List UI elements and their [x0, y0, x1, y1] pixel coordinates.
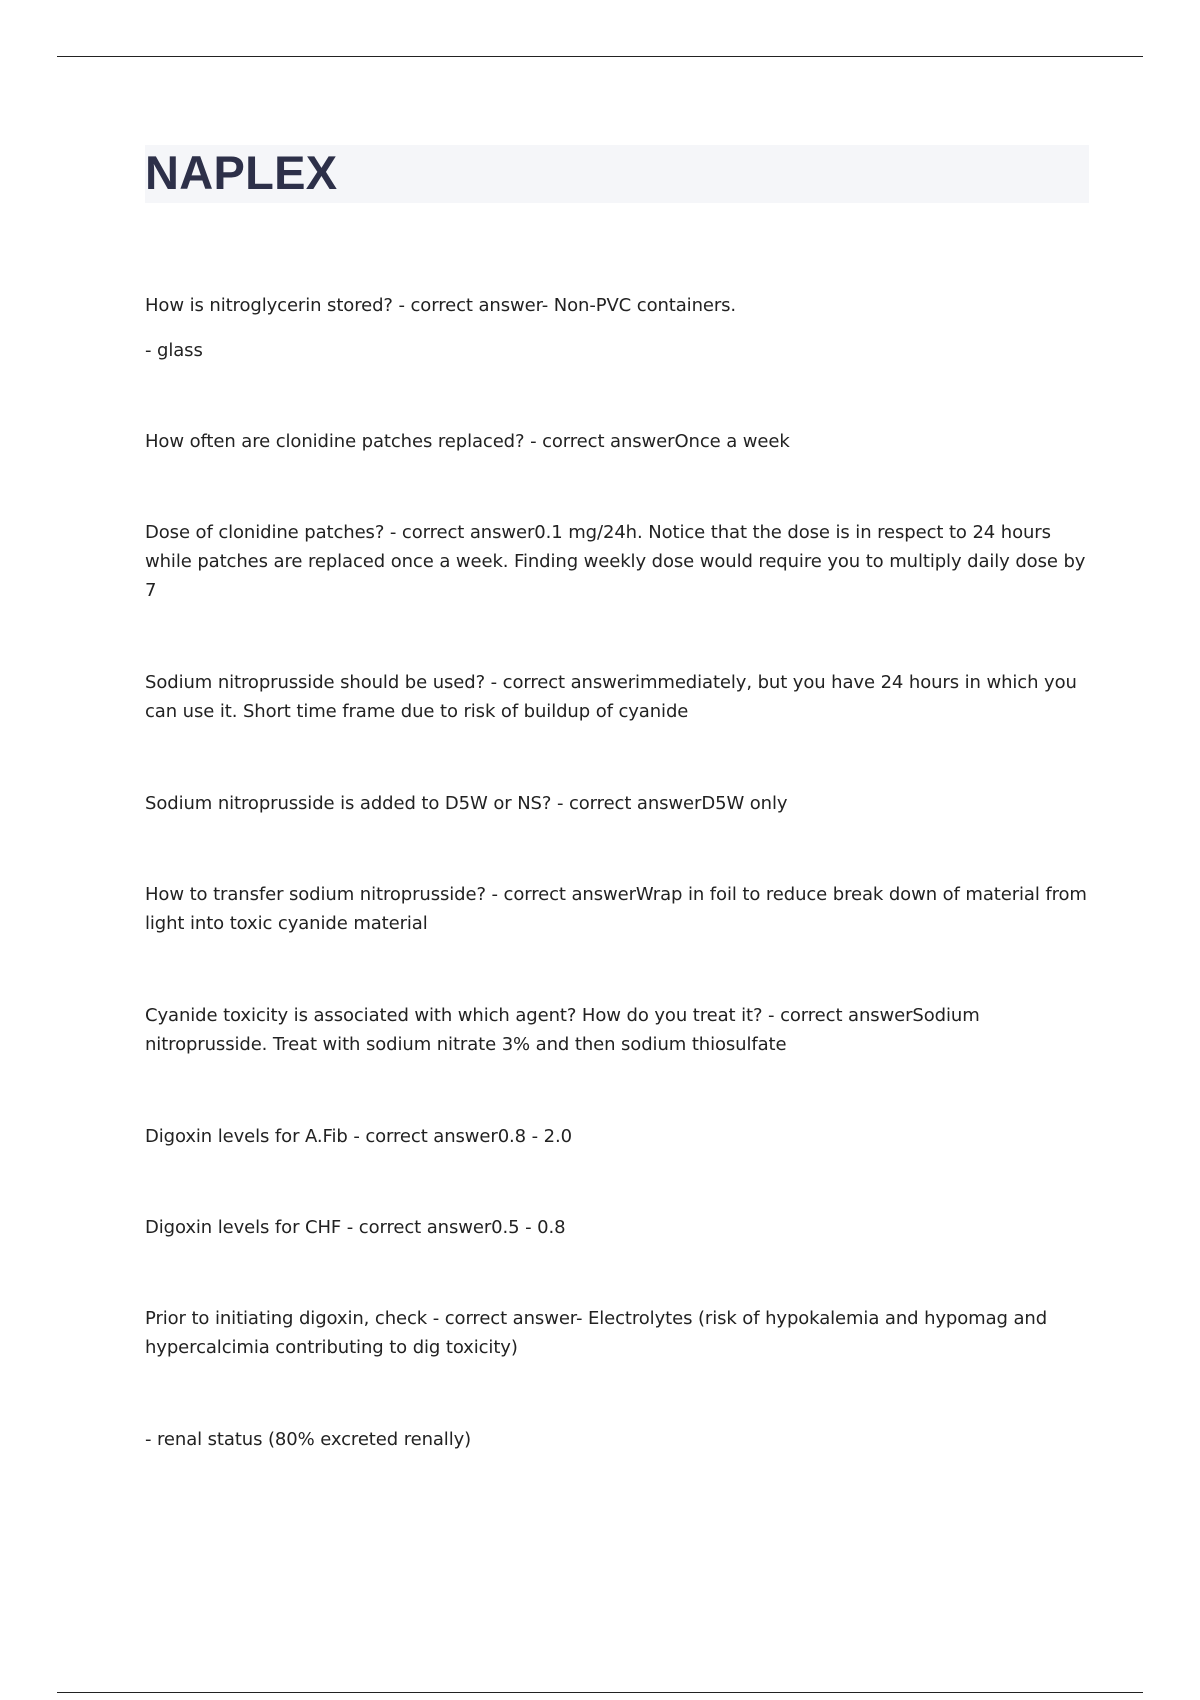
paragraph-nitroprusside-diluent: Sodium nitroprusside is added to D5W or NS? - correct answerD5W only	[145, 793, 788, 814]
paragraph-glass: - glass	[145, 340, 203, 361]
paragraph-digoxin-precheck: Prior to initiating digoxin, check - correct answer- Electrolytes (risk of hypokalemia and hypomag and hypercalcimia contributing to dig toxicity)	[145, 1308, 1048, 1358]
header-rule	[57, 56, 1143, 57]
paragraph-nitroprusside-use: Sodium nitroprusside should be used? - correct answerimmediately, but you have 24 hours in which you can use it. Short time frame due to risk of buildup of cyanide	[145, 672, 1077, 722]
document-title: NAPLEX	[145, 146, 338, 199]
paragraph-digoxin-afib: Digoxin levels for A.Fib - correct answer0.8 - 2.0	[145, 1126, 572, 1147]
paragraph-cyanide-toxicity: Cyanide toxicity is associated with which agent? How do you treat it? - correct answerSodium nitroprusside. Treat with sodium nitrate 3% and then sodium thiosulfate	[145, 1005, 980, 1055]
paragraph-renal-status: - renal status (80% excreted renally)	[145, 1429, 472, 1450]
paragraph-clonidine-dose: Dose of clonidine patches? - correct answer0.1 mg/24h. Notice that the dose is in respect to 24 hours while patches are replaced once a week. Finding weekly dose would require you to multiply daily dose by 7	[145, 522, 1086, 601]
paragraph-clonidine-replacement: How often are clonidine patches replaced? - correct answerOnce a week	[145, 431, 790, 452]
paragraph-digoxin-chf: Digoxin levels for CHF - correct answer0.5 - 0.8	[145, 1217, 566, 1238]
paragraph-nitroglycerin-storage: How is nitroglycerin stored? - correct answer- Non-PVC containers.	[145, 295, 737, 316]
paragraph-nitroprusside-transfer: How to transfer sodium nitroprusside? - correct answerWrap in foil to reduce break down of material from light into toxic cyanide material	[145, 884, 1087, 934]
footer-rule	[57, 1692, 1143, 1693]
